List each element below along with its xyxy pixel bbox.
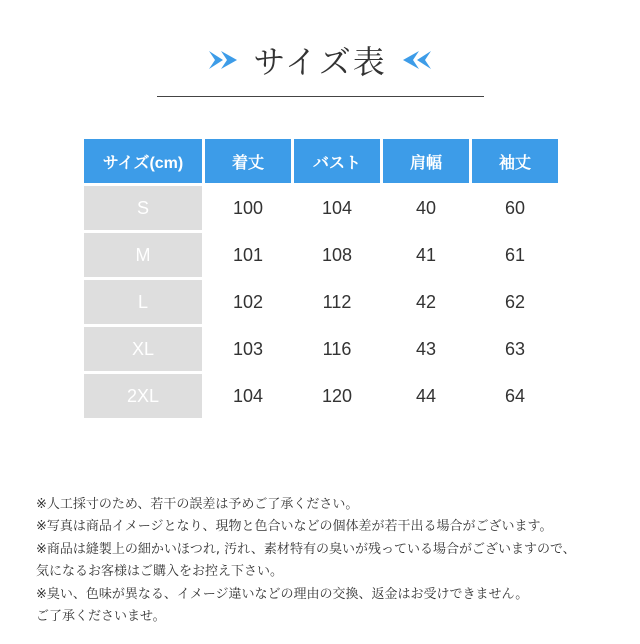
size-label: L bbox=[84, 280, 202, 324]
size-label: S bbox=[84, 186, 202, 230]
sleeve-value: 62 bbox=[472, 280, 558, 324]
header-length: 着丈 bbox=[205, 139, 291, 183]
size-label: 2XL bbox=[84, 374, 202, 418]
shoulder-value: 41 bbox=[383, 233, 469, 277]
note-line: ご了承くださいませ。 bbox=[36, 609, 166, 625]
page-title: サイズ表 bbox=[253, 43, 387, 81]
notes-section bbox=[36, 494, 626, 628]
bust-value: 104 bbox=[294, 186, 380, 230]
length-value: 104 bbox=[205, 374, 291, 418]
header-shoulder: 肩幅 bbox=[383, 139, 469, 183]
sleeve-value: 64 bbox=[472, 374, 558, 418]
shoulder-value: 40 bbox=[383, 186, 469, 230]
bust-value: 120 bbox=[294, 374, 380, 418]
bust-value: 108 bbox=[294, 233, 380, 277]
chevron-right-icon bbox=[207, 47, 241, 73]
header-size: サイズ(cm) bbox=[84, 139, 202, 183]
table-row bbox=[84, 186, 558, 230]
note-line: ※写真は商品イメージとなり、現物と色合いなどの個体差が若干出る場合がございます。 bbox=[36, 519, 553, 535]
header-sleeve: 袖丈 bbox=[472, 139, 558, 183]
table-row bbox=[84, 280, 558, 324]
size-label: M bbox=[84, 233, 202, 277]
bust-value: 112 bbox=[294, 280, 380, 324]
length-value: 103 bbox=[205, 327, 291, 371]
note-line: ※人工採寸のため、若干の誤差は予めご了承ください。 bbox=[36, 497, 359, 512]
length-value: 101 bbox=[205, 233, 291, 277]
note-line: ※商品は縫製上の細かいほつれ, 汚れ、素材特有の臭いが残っている場合がございますので、 bbox=[36, 541, 576, 557]
sleeve-value: 61 bbox=[472, 233, 558, 277]
title-bar bbox=[0, 34, 640, 86]
shoulder-value: 42 bbox=[383, 280, 469, 324]
title-divider bbox=[157, 96, 484, 97]
note-line: 気になるお客様はご購入をお控え下さい。 bbox=[36, 564, 284, 580]
bust-value: 116 bbox=[294, 327, 380, 371]
chevron-left-icon bbox=[399, 47, 433, 73]
length-value: 100 bbox=[205, 186, 291, 230]
length-value: 102 bbox=[205, 280, 291, 324]
sleeve-value: 63 bbox=[472, 327, 558, 371]
table-row bbox=[84, 233, 558, 277]
note-line: ※臭い、色味が異なる、イメージ違いなどの理由の交換、返金はお受けできません。 bbox=[36, 586, 529, 602]
shoulder-value: 44 bbox=[383, 374, 469, 418]
shoulder-value: 43 bbox=[383, 327, 469, 371]
sleeve-value: 60 bbox=[472, 186, 558, 230]
table-header-row bbox=[84, 139, 558, 183]
size-table bbox=[81, 136, 561, 421]
table-row bbox=[84, 374, 558, 418]
size-label: XL bbox=[84, 327, 202, 371]
table-row bbox=[84, 327, 558, 371]
header-bust: バスト bbox=[294, 139, 380, 183]
